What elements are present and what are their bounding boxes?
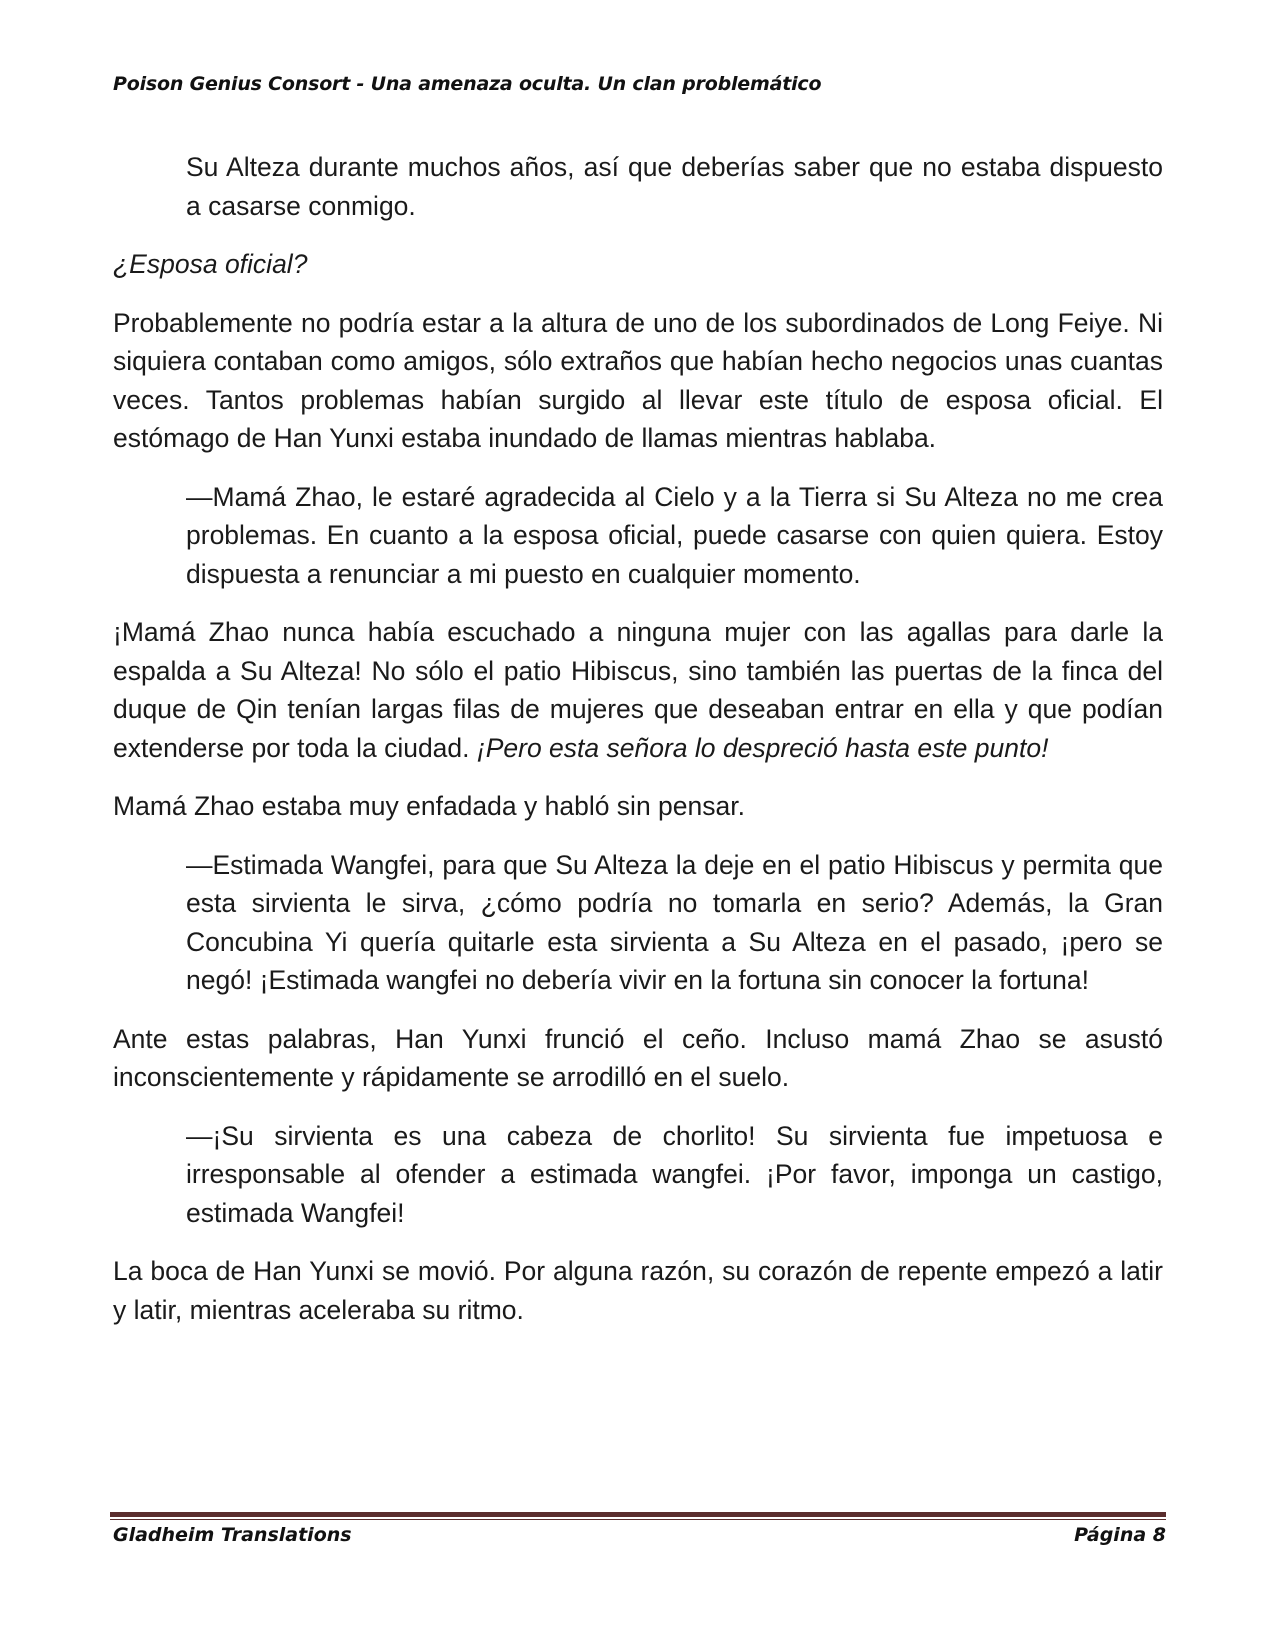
paragraph-dialogue: —Estimada Wangfei, para que Su Alteza la deje en el patio Hibiscus y permita que esta sirvienta le sirva, ¿cómo podría no tomarla en serio? Además, la Gran Concubina Yi quería quitarle esta sirvienta a Su Alteza en el pasado, ¡pero se negó! ¡Estimada wangfei no debería vivir en la fortuna sin conocer la fortuna! [186,849,1163,995]
page-header-title: Poison Genius Consort - Una amenaza oculta. Un clan problemático [113,73,822,95]
page-body [113,148,1163,1329]
paragraph-dialogue-continuation: Su Alteza durante muchos años, así que deberías saber que no estaba dispuesto a casarse conmigo. [186,152,1163,221]
paragraph-narration: La boca de Han Yunxi se movió. Por alguna razón, su corazón de repente empezó a latir y latir, mientras aceleraba su ritmo. [113,1256,1163,1325]
paragraph-narration-text: ¡Mamá Zhao nunca había escuchado a ninguna mujer con las agallas para darle la espalda a Su Alteza! No sólo el patio Hibiscus, sino también las puertas de la finca del duque de Qin tenían largas filas de mujeres que deseaban entrar en ella y que podían extenderse por toda la ciudad. [113,617,1163,763]
paragraph-inner-thought: ¿Esposa oficial? [113,249,308,279]
paragraph-dialogue: —¡Su sirvienta es una cabeza de chorlito! Su sirvienta fue impetuosa e irresponsable al ofender a estimada wangfei. ¡Por favor, imponga un castigo, estimada Wangfei! [186,1120,1163,1228]
footer-divider-thin [110,1519,1166,1520]
footer-page-number: Página 8 [1074,1524,1166,1546]
paragraph-narration: Probablemente no podría estar a la altura de uno de los subordinados de Long Feiye. Ni siquiera contaban como amigos, sólo extraños que habían hecho negocios unas cuantas veces. Tantos problemas habían surgido al llevar este título de esposa oficial. El estómago de Han Yunxi estaba inundado de llamas mientras hablaba. [113,307,1163,453]
footer-publisher: Gladheim Translations [113,1524,352,1546]
paragraph-narration: Ante estas palabras, Han Yunxi frunció el ceño. Incluso mamá Zhao se asustó inconscientemente y rápidamente se arrodilló en el suelo. [113,1023,1163,1092]
paragraph-dialogue: —Mamá Zhao, le estaré agradecida al Cielo y a la Tierra si Su Alteza no me crea problemas. En cuanto a la esposa oficial, puede casarse con quien quiera. Estoy dispuesta a renunciar a mi puesto en cualquier momento. [186,481,1163,589]
paragraph-narration: Mamá Zhao estaba muy enfadada y habló sin pensar. [113,791,745,821]
paragraph-narration-italic: ¡Pero esta señora lo despreció hasta este punto! [476,732,1049,763]
paragraph-narration-mixed [113,613,1163,767]
footer-divider-thick [110,1512,1166,1517]
